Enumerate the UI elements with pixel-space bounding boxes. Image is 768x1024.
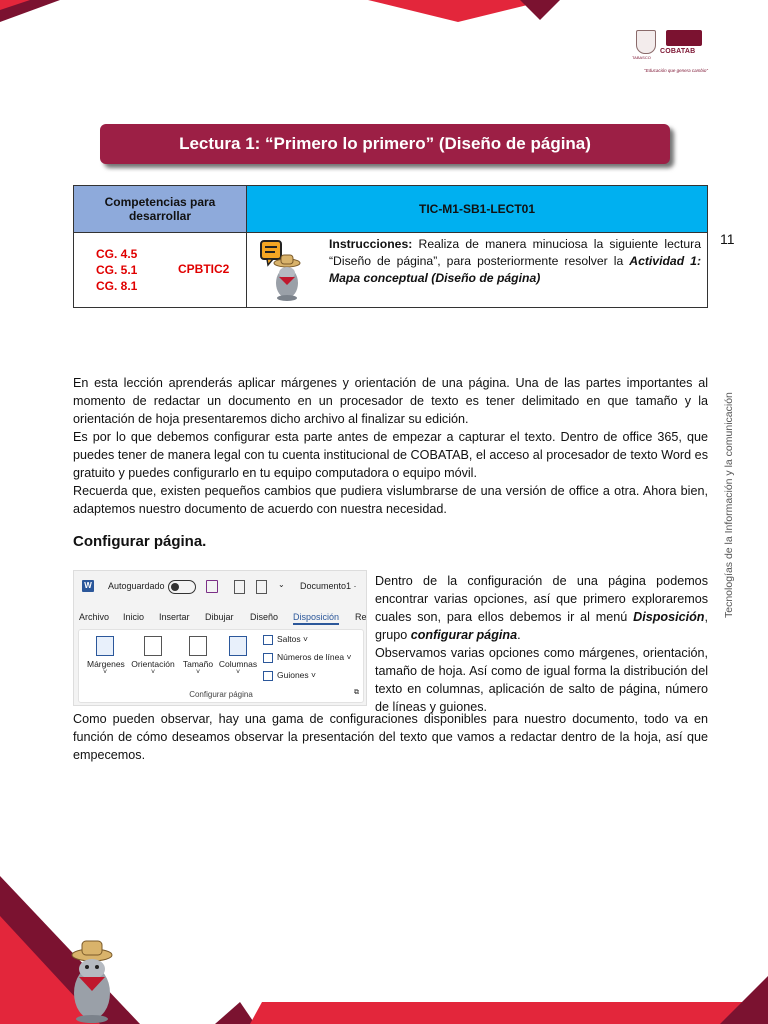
chevron-down-icon: ˅ — [150, 669, 156, 676]
columns-label: Columnas — [218, 659, 258, 669]
export-document-icon[interactable] — [256, 580, 267, 594]
paragraph: Recuerda que, existen pequeños cambios que pudiera vislumbrarse de una versión de office a otra. Ahora bien, adaptemos nuestro documento de acuerdo con nuestra necesidad. — [73, 484, 708, 516]
cpbtic-code: CPBTIC2 — [178, 262, 230, 276]
autosave-label: Autoguardado — [108, 581, 165, 591]
side-paragraph: Observamos varias opciones como márgenes, orientación, tamaño de hoja. Así como de igual forma la distribución del texto en columnas, aplicación de salto de página, número de líneas y guiones. — [375, 646, 708, 714]
cg-item: CG. 4.5 — [96, 247, 138, 261]
group-name: configurar página — [410, 628, 518, 642]
margins-icon — [96, 636, 114, 656]
page-setup-panel — [78, 629, 364, 703]
chevron-down-icon: ˅ — [235, 669, 241, 676]
logo-brand: COBATAB — [660, 48, 696, 55]
section-heading: Configurar página. — [73, 533, 207, 550]
instructions-text — [329, 236, 701, 287]
competencies-header: Competencias para desarrollar — [74, 186, 247, 233]
chevron-down-icon[interactable]: ⌄ — [278, 580, 285, 589]
lesson-title: Lectura 1: “Primero lo primero” (Diseño de página) — [100, 124, 670, 164]
menu-name: Disposición — [633, 610, 705, 624]
logo-state: TABASCO — [632, 55, 651, 60]
vertical-course-label: Tecnologías de la Información y la comunicación — [723, 392, 735, 618]
orientation-button[interactable] — [129, 636, 177, 676]
columns-button[interactable] — [217, 636, 259, 676]
dialog-launcher-icon[interactable]: ⧉ — [354, 689, 359, 696]
breaks-button[interactable] — [263, 634, 308, 645]
document-name[interactable]: Documento1 · — [300, 581, 357, 591]
size-icon — [189, 636, 207, 656]
chevron-down-icon: ˅ — [102, 669, 108, 676]
ribbon-tabs — [74, 611, 366, 627]
page-number: 11 — [720, 231, 735, 247]
logo-slogan: "Educación que genera cambio" — [644, 68, 708, 73]
hyphenation-button[interactable] — [263, 670, 316, 681]
intro-text — [73, 374, 708, 518]
hyphenation-label: Guiones ˅ — [277, 670, 316, 680]
columns-icon — [229, 636, 247, 656]
competencies-cell — [74, 233, 247, 308]
line-numbers-button[interactable] — [263, 652, 351, 663]
tab-inicio[interactable]: Inicio — [123, 612, 145, 622]
mascot-reading-icon — [259, 239, 303, 301]
paragraph: En esta lección aprenderás aplicar márgenes y orientación de una página. Una de las partes importantes al momento de redactar un documento en un procesador de texto es tener delimitado en que tamaño y la orientación de hoja presentaremos dicho archivo al finalizar su edición. — [73, 376, 708, 426]
breaks-icon — [263, 635, 273, 645]
instructions-cell — [247, 233, 708, 308]
cg-list — [96, 246, 137, 294]
instructions-label: Instrucciones: — [329, 237, 413, 251]
activity-name: Actividad 1: Mapa conceptual (Diseño de página) — [329, 254, 701, 285]
instructions-body: Realiza de manera minuciosa la siguiente lectura “Diseño de página”, para posteriormente resolver la — [329, 237, 701, 268]
cobatab-logo — [630, 28, 708, 80]
ribbon-title-bar — [74, 571, 366, 601]
size-label: Tamaño — [182, 659, 214, 669]
line-numbers-icon — [263, 653, 273, 663]
tab-diseno[interactable]: Diseño — [250, 612, 279, 622]
margins-button[interactable] — [87, 636, 123, 676]
tab-archivo[interactable]: Archivo — [79, 612, 110, 622]
mascot-icon — [64, 935, 120, 1023]
new-document-icon[interactable] — [234, 580, 245, 594]
competencies-table — [73, 185, 708, 308]
side-text — [375, 572, 708, 716]
top-decoration — [0, 0, 768, 24]
side-text-part: , grupo — [375, 610, 708, 642]
side-text-part: Dentro de la configuración de una página podemos encontrar varias opciones, así que primero exploraremos cuales son, para ellos debemos ir al menú — [375, 574, 708, 624]
cg-item: CG. 5.1 — [96, 263, 138, 277]
save-icon[interactable] — [206, 580, 218, 593]
tab-referencias[interactable]: Re — [355, 612, 367, 622]
margins-label: Márgenes — [87, 659, 125, 669]
tab-disposicion[interactable]: Disposición — [293, 612, 339, 625]
breaks-label: Saltos ˅ — [277, 634, 308, 644]
side-text-part: . — [517, 628, 521, 642]
line-numbers-label: Números de línea ˅ — [277, 652, 352, 662]
tabasco-shield-icon — [636, 30, 656, 54]
autosave-toggle[interactable] — [168, 580, 196, 594]
word-app-icon: W — [82, 580, 94, 592]
orientation-label: Orientación — [131, 659, 175, 669]
orientation-icon — [144, 636, 162, 656]
side-paragraph — [375, 572, 708, 644]
tab-insertar[interactable]: Insertar — [159, 612, 190, 622]
chevron-down-icon: ˅ — [195, 669, 201, 676]
hyphenation-icon — [263, 671, 273, 681]
lesson-code: TIC-M1-SB1-LECT01 — [247, 186, 708, 233]
word-ribbon-screenshot — [73, 570, 367, 706]
group-label: Configurar página — [189, 690, 253, 699]
closing-paragraph: Como pueden observar, hay una gama de configuraciones disponibles para nuestro documento, todo va en función de cómo deseamos observar la presentación del texto que vamos a redactar dentro de la hoja, así que empecemos. — [73, 712, 708, 762]
paragraph: Es por lo que debemos configurar esta parte antes de empezar a capturar el texto. Dentro de office 365, que puedes tener de manera legal con tu cuenta institucional de COBATAB, el acceso al procesador de texto Word es gratuito y puedes configurarlo en tu equipo computadora o equipo móvil. — [73, 430, 708, 480]
cg-item: CG. 8.1 — [96, 279, 138, 293]
vertical-label-box — [720, 392, 742, 618]
size-button[interactable] — [181, 636, 215, 676]
cobatab-mark-icon — [666, 30, 702, 46]
tab-dibujar[interactable]: Dibujar — [205, 612, 234, 622]
